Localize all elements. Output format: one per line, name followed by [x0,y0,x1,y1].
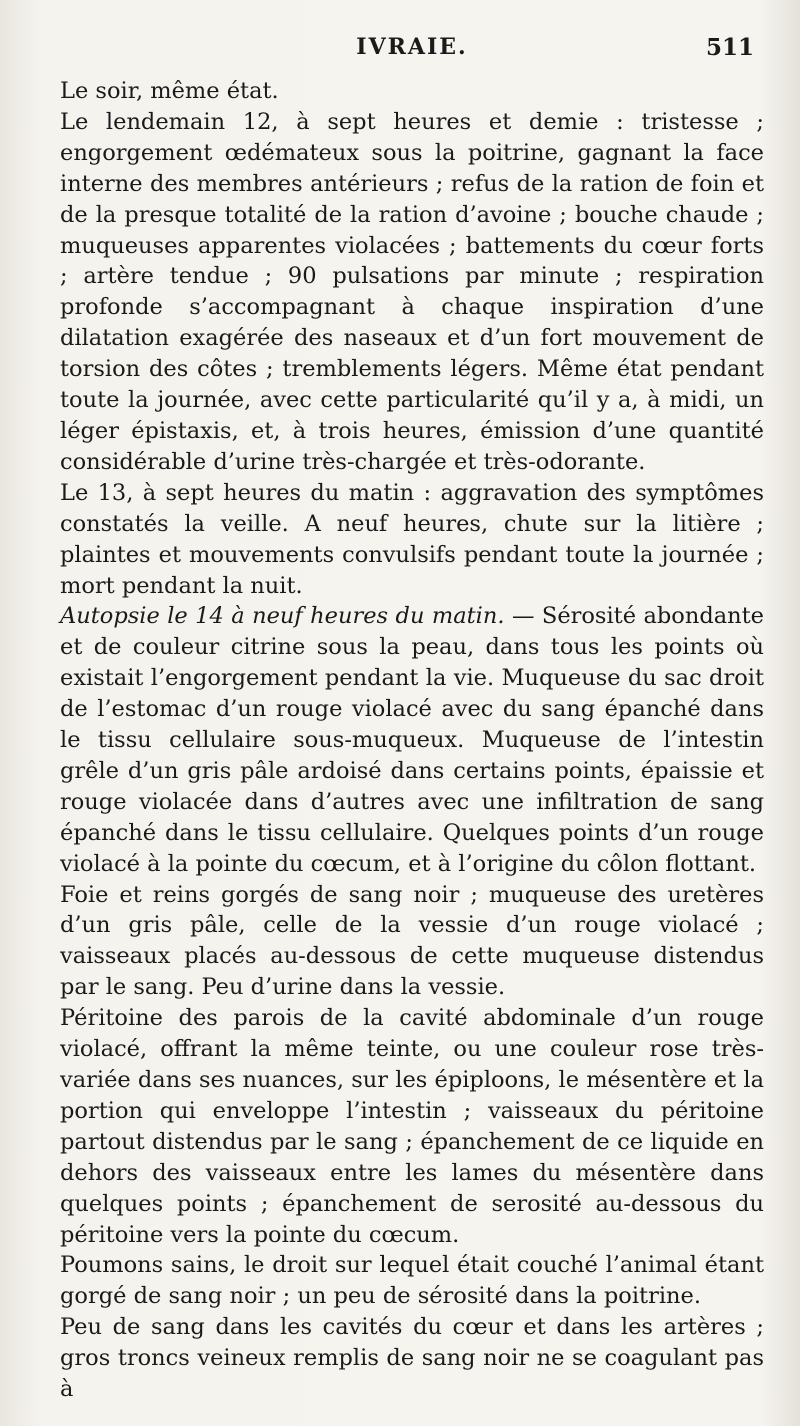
autopsy-heading: Autopsie le 14 à neuf heures du matin. [60,603,505,630]
paragraph [60,601,764,879]
paragraph: Le lendemain 12, à sept heures et demie : tristesse ; engorgement œdémateux sous la poitrine, gagnant la face interne des membres antérieurs ; refus de la ration de foin et de la presque totalité de la ration d’avoine ; bouche chaude ; muqueuses apparentes violacées ; battements du cœur forts ; artère tendue ; 90 pulsations par minute ; respiration profonde s’accompagnant à chaque inspiration d’une dilatation exagérée des naseaux et d’un fort mouvement de torsion des côtes ; tremblements légers. Même état pendant toute la journée, avec cette particularité qu’il y a, à midi, un léger épistaxis, et, à trois heures, émission d’une quantité considérable d’urine très-chargée et très-odorante. [60,108,764,475]
page-header [60,28,764,68]
running-head: IVRAIE. [356,34,468,60]
paragraph: Péritoine des parois de la cavité abdominale d’un rouge violacé, offrant la même teinte, ou une couleur rose très-variée dans ses nuances, sur les épiploons, le mésentère et la portion qui enveloppe l’intestin ; vaisseaux du péritoine partout distendus par le sang ; épanchement de ce liquide en dehors des vaisseaux entre les lames du mésentère dans quelques points ; épanchement de serosité au-dessous du péritoine vers la pointe du cœcum. [60,1005,764,1248]
paragraph: Poumons sains, le droit sur lequel était couché l’animal étant gorgé de sang noir ; un peu de sérosité dans la poitrine. [60,1252,764,1310]
body-text [60,76,764,1405]
paragraph: Le 13, à sept heures du matin : aggravation des symptômes constatés la veille. A neuf heures, chute sur la litière ; plaintes et mouvements convulsifs pendant toute la journée ; mort pendant la nuit. [60,479,764,599]
paragraph: Foie et reins gorgés de sang noir ; muqueuse des uretères d’un gris pâle, celle de la vessie d’un rouge violacé ; vaisseaux placés au-dessous de cette muqueuse distendus par le sang. Peu d’urine dans la vessie. [60,881,764,1001]
page-number: 511 [705,34,754,61]
paragraph: Le soir, même état. [60,78,279,104]
paragraph: Peu de sang dans les cavités du cœur et dans les artères ; gros troncs veineux remplis de sang noir ne se coagulant pas à [60,1314,764,1403]
paragraph-text: — Sérosité abondante et de couleur citrine sous la peau, dans tous les points où existait l’engorgement pendant la vie. Muqueuse du sac droit de l’estomac d’un rouge violacé avec du sang épanché dans le tissu cellulaire sous-muqueux. Muqueuse de l’intestin grêle d’un gris pâle ardoisé dans certains points, épaissie et rouge violacée dans d’autres avec une infiltration de sang épanché dans le tissu cellulaire. Quelques points d’un rouge violacé à la pointe du cœcum, et à l’origine du côlon flottant. [60,603,764,877]
